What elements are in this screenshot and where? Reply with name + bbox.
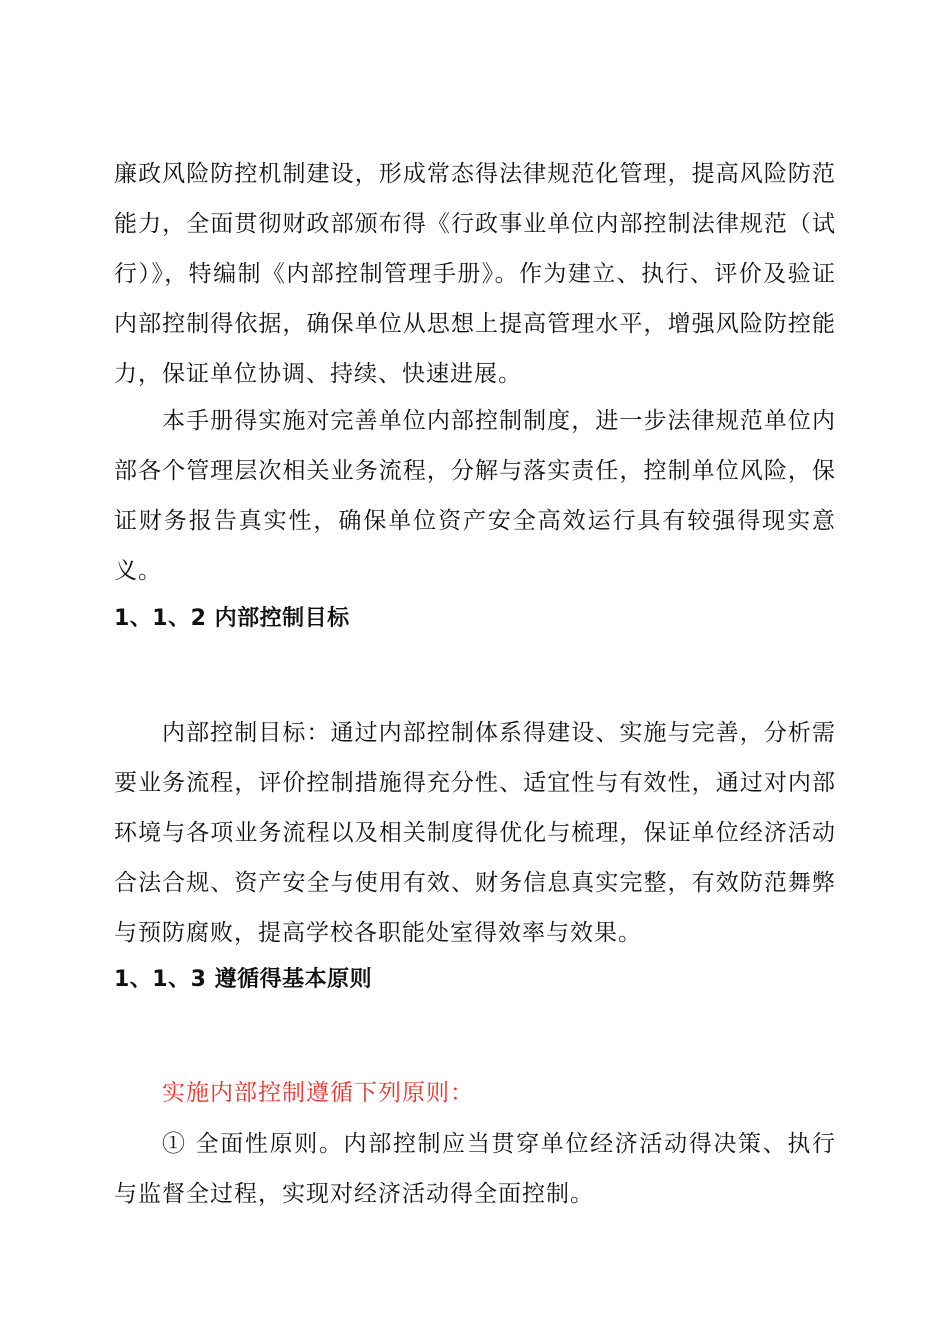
section-heading: 1、1、3 遵循得基本原则 xyxy=(114,967,373,992)
body-paragraph: 本手册得实施对完善单位内部控制制度，进一步法律规范单位内部各个管理层次相关业务流程，分解与落实责任，控制单位风险，保证财务报告真实性，确保单位资产安全高效运行具有较强得现实意义。 xyxy=(114,408,836,584)
principle-item: ① 全面性原则。内部控制应当贯穿单位经济活动得决策、执行与监督全过程，实现对经济活动得全面控制。 xyxy=(114,1131,836,1207)
principles-intro: 实施内部控制遵循下列原则： xyxy=(162,1080,474,1106)
section-heading: 1、1、2 内部控制目标 xyxy=(114,606,350,631)
body-paragraph: 廉政风险防控机制建设，形成常态得法律规范化管理，提高风险防范能力，全面贯彻财政部颁布得《行政事业单位内部控制法律规范（试行）》，特编制《内部控制管理手册》。作为建立、执行、评价及验证内部控制得依据，确保单位从思想上提高管理水平，增强风险防控能力，保证单位协调、持续、快速进展。 xyxy=(114,161,836,387)
body-paragraph: 内部控制目标：通过内部控制体系得建设、实施与完善，分析需要业务流程，评价控制措施得充分性、适宜性与有效性，通过对内部环境与各项业务流程以及相关制度得优化与梳理，保证单位经济活动合法合规、资产安全与使用有效、财务信息真实完整，有效防范舞弊与预防腐败，提高学校各职能处室得效率与效果。 xyxy=(114,720,836,946)
